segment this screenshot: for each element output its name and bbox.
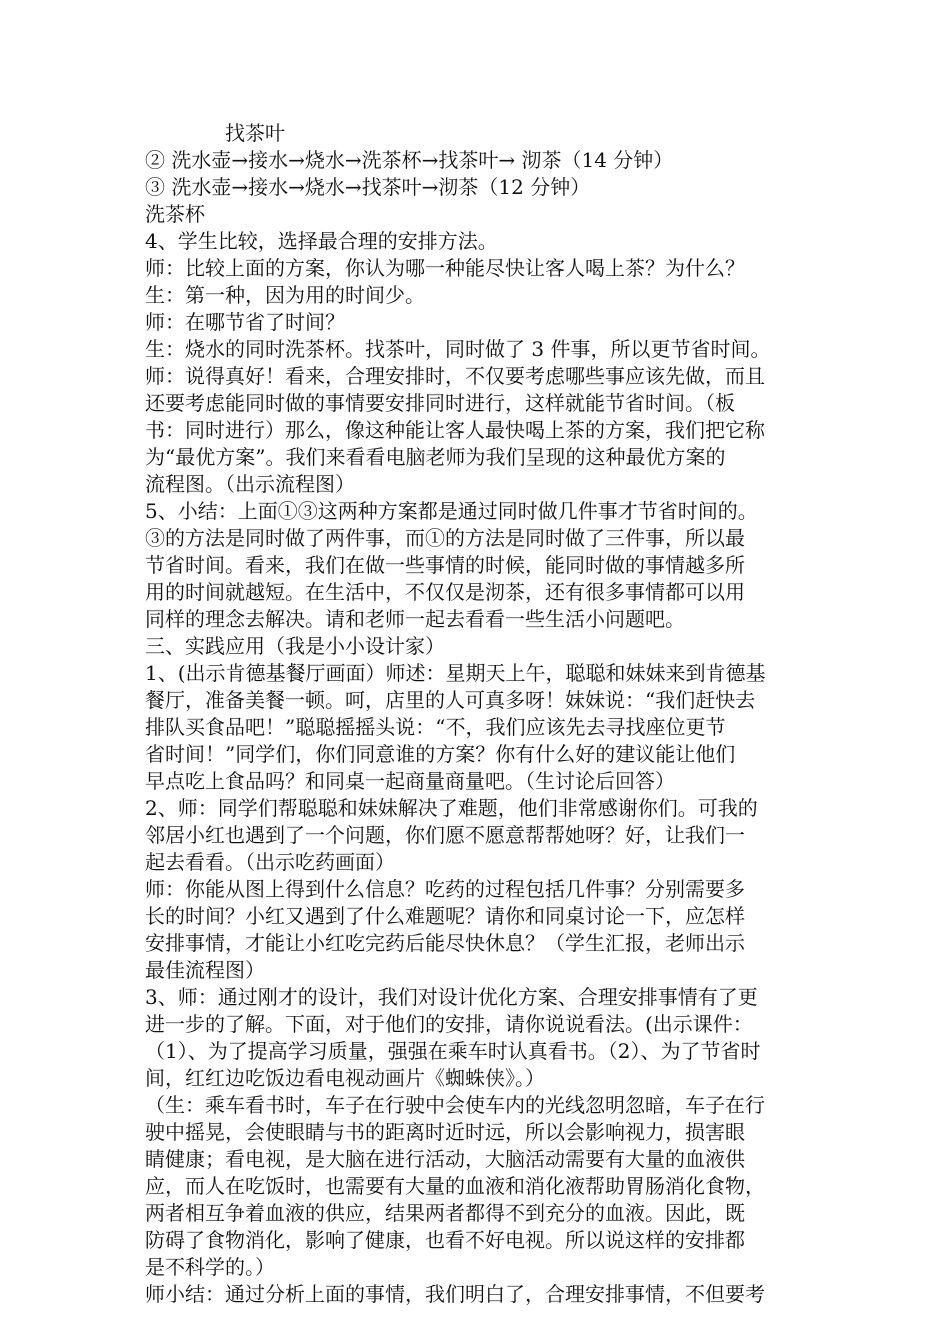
text-line: 两者相互争着血液的供应，结果两者都得不到充分的血液。因此，既 xyxy=(145,1201,745,1225)
text-line: 洗茶杯 xyxy=(145,202,205,226)
text-line: 间，红红边吃饭边看电视动画片《蜘蛛侠》。） xyxy=(145,1066,545,1090)
text-line: 2、师：同学们帮聪聪和妹妹解决了难题，他们非常感谢你们。可我的 xyxy=(145,796,758,820)
document-body xyxy=(145,120,825,1308)
text-line: 师：在哪节省了时间？ xyxy=(145,310,345,334)
text-line: 4、学生比较，选择最合理的安排方法。 xyxy=(145,229,498,253)
text-line: （生：乘车看书时，车子在行驶中会使车内的光线忽明忽暗，车子在行 xyxy=(145,1093,765,1117)
text-line: 书：同时进行）那么，像这种能让客人最快喝上茶的方案，我们把它称 xyxy=(145,418,765,442)
text-line: 驶中摇晃，会使眼睛与书的距离时近时远，所以会影响视力，损害眼 xyxy=(145,1120,745,1144)
text-line: ② 洗水壶→接水→烧水→洗茶杯→找茶叶→ 沏茶（14 分钟） xyxy=(145,148,674,172)
text-line: 起去看看。（出示吃药画面） xyxy=(145,850,395,874)
text-line: 节省时间。看来，我们在做一些事情的时候，能同时做的事情越多所 xyxy=(145,553,745,577)
text-line: 早点吃上食品吗？和同桌一起商量商量吧。（生讨论后回答） xyxy=(145,769,675,793)
text-line: 排队买食品吧！”聪聪摇摇头说：“不，我们应该先去寻找座位更节 xyxy=(145,715,726,739)
text-line: 进一步的了解。下面，对于他们的安排，请你说说看法。(出示课件： xyxy=(145,1012,753,1036)
text-line: 防碍了食物消化，影响了健康，也看不好电视。所以说这样的安排都 xyxy=(145,1228,745,1252)
text-line: 餐厅，准备美餐一顿。呵，店里的人可真多呀！妹妹说：“我们赶快去 xyxy=(145,688,756,712)
text-line: 师：你能从图上得到什么信息？吃药的过程包括几件事？分别需要多 xyxy=(145,877,745,901)
text-line: 为“最优方案”。我们来看看电脑老师为我们呈现的这种最优方案的 xyxy=(145,445,726,469)
text-line: ③的方法是同时做了两件事，而①的方法是同时做了三件事，所以最 xyxy=(145,526,745,550)
text-line: 师：比较上面的方案，你认为哪一种能尽快让客人喝上茶？为什么？ xyxy=(145,256,745,280)
text-line: 邻居小红也遇到了一个问题，你们愿不愿意帮帮她呀？好，让我们一 xyxy=(145,823,745,847)
text-line: 生：第一种，因为用的时间少。 xyxy=(145,283,425,307)
text-line: 找茶叶 xyxy=(225,121,285,145)
text-line: 省时间！”同学们，你们同意谁的方案？你有什么好的建议能让他们 xyxy=(145,742,736,766)
text-line: 同样的理念去解决。请和老师一起去看看一些生活小问题吧。 xyxy=(145,607,685,631)
text-line: 师小结：通过分析上面的事情，我们明白了，合理安排事情，不但要考 xyxy=(145,1282,765,1306)
text-line: ③ 洗水壶→接水→烧水→找茶叶→沏茶（12 分钟） xyxy=(145,175,591,199)
text-line: 应，而人在吃饭时，也需要有大量的血液和消化液帮助胃肠消化食物， xyxy=(145,1174,765,1198)
text-line: 1、(出示肯德基餐厅画面）师述：星期天上午，聪聪和妹妹来到肯德基 xyxy=(145,661,766,685)
text-line: 用的时间就越短。在生活中，不仅仅是沏茶，还有很多事情都可以用 xyxy=(145,580,745,604)
text-line: 是不科学的。） xyxy=(145,1255,275,1279)
text-line: 流程图。（出示流程图） xyxy=(145,472,355,496)
text-line: 师：说得真好！看来，合理安排时，不仅要考虑哪些事应该先做，而且 xyxy=(145,364,765,388)
text-line: 安排事情，才能让小红吃完药后能尽快休息？（学生汇报，老师出示 xyxy=(145,931,745,955)
text-line: 还要考虑能同时做的事情要安排同时进行，这样就能节省时间。（板 xyxy=(145,391,735,415)
text-line: 生：烧水的同时洗茶杯。找茶叶，同时做了 3 件事，所以更节省时间。 xyxy=(145,337,771,361)
text-line: 3、师：通过刚才的设计，我们对设计优化方案、合理安排事情有了更 xyxy=(145,985,758,1009)
text-line: 睛健康；看电视，是大脑在进行活动，大脑活动需要有大量的血液供 xyxy=(145,1147,745,1171)
section-heading: 三、实践应用（我是小小设计家） xyxy=(145,634,445,658)
text-line: （1）、为了提高学习质量，强强在乘车时认真看书。（2）、为了节省时 xyxy=(145,1039,761,1063)
text-line: 5、小结：上面①③这两种方案都是通过同时做几件事才节省时间的。 xyxy=(145,499,758,523)
text-line: 长的时间？小红又遇到了什么难题呢？请你和同桌讨论一下，应怎样 xyxy=(145,904,745,928)
text-line: 最佳流程图） xyxy=(145,958,265,982)
